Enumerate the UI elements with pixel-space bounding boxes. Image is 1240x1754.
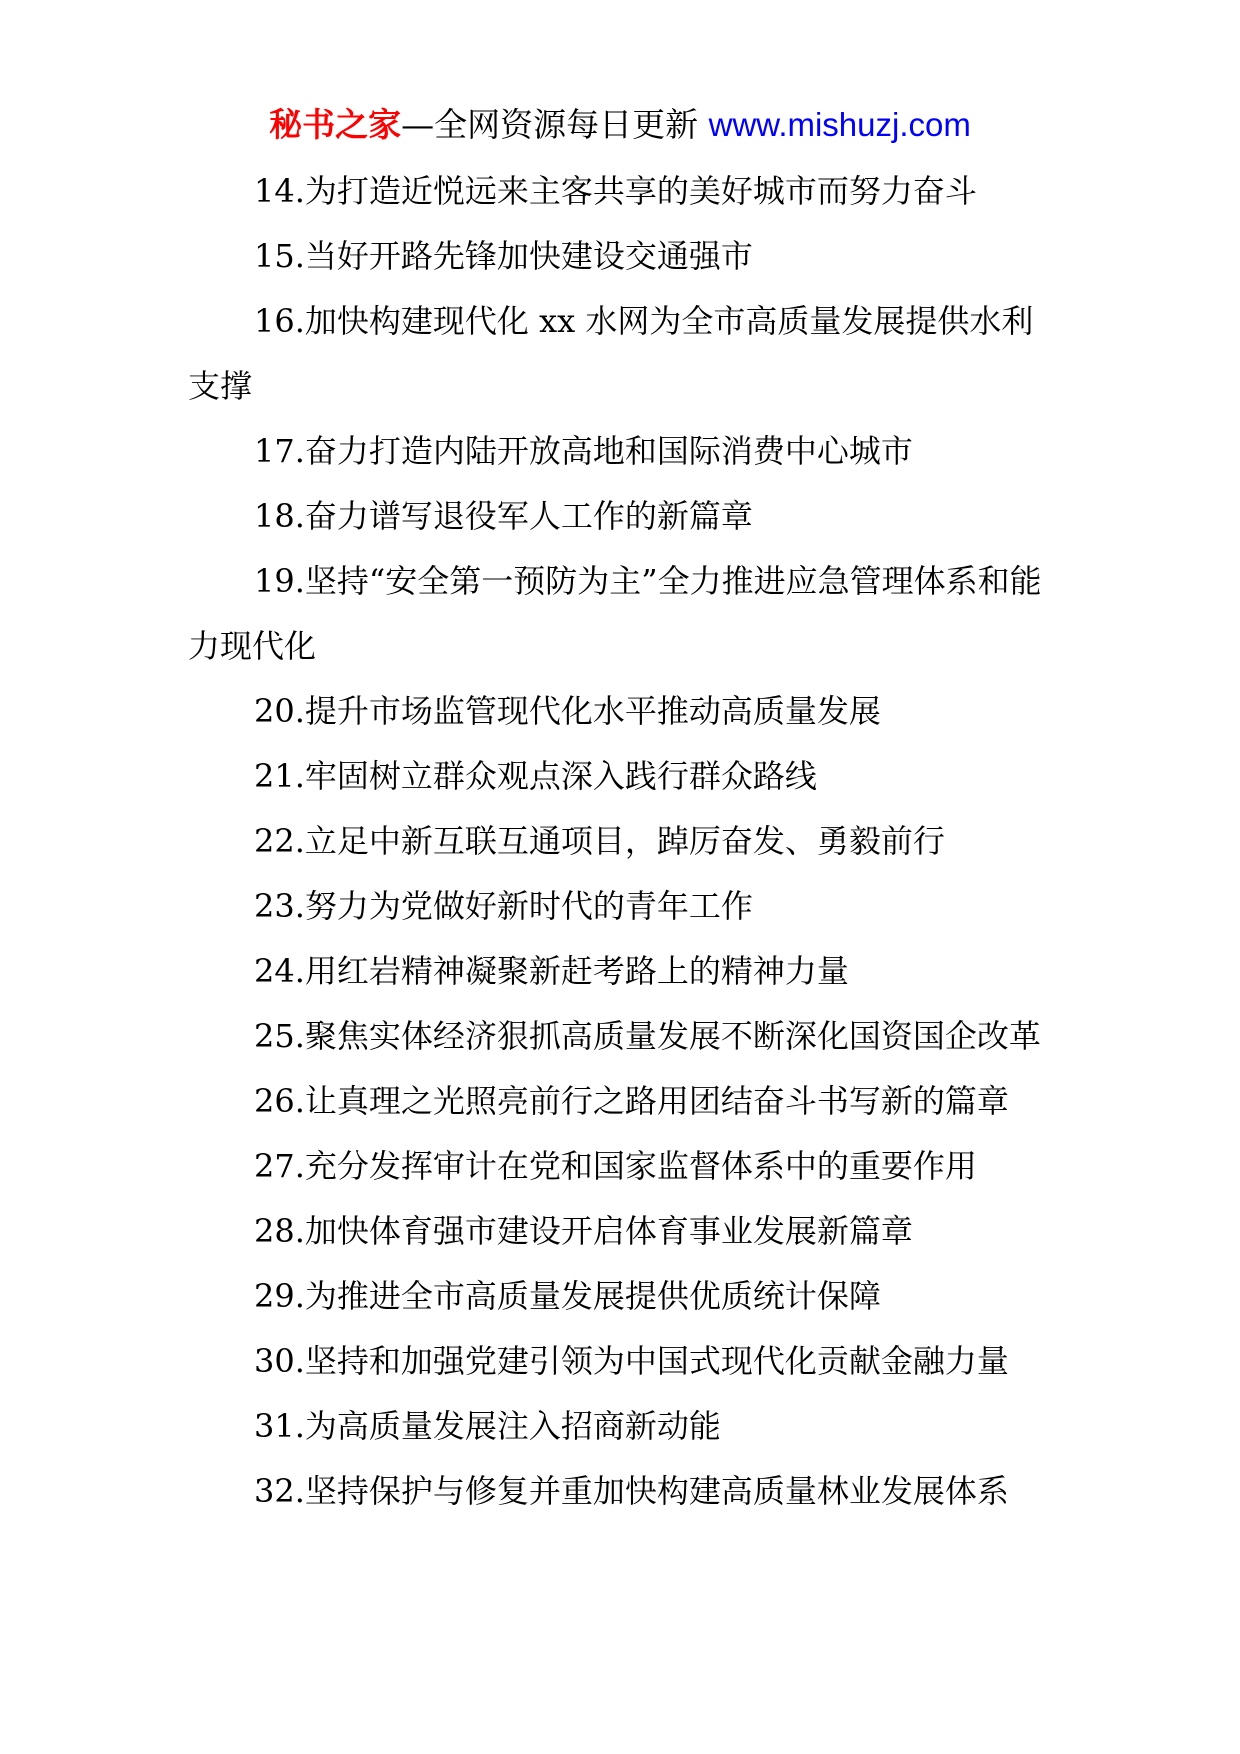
list-item: 25.聚焦实体经济狠抓高质量发展不断深化国资国企改革 xyxy=(254,1017,1041,1055)
site-url: www.mishuzj.com xyxy=(708,106,971,143)
list-item: 21.牢固树立群众观点深入践行群众路线 xyxy=(254,757,817,795)
list-item: 14.为打造近悦远来主客共享的美好城市而努力奋斗 xyxy=(254,172,977,210)
list-item: 19.坚持“安全第一预防为主”全力推进应急管理体系和能力现代化 xyxy=(188,562,1042,665)
list-item: 16.加快构建现代化 xx 水网为全市高质量发展提供水利支撑 xyxy=(188,302,1034,405)
list-item: 29.为推进全市高质量发展提供优质统计保障 xyxy=(254,1277,881,1315)
document-header xyxy=(0,100,1240,150)
list-item: 24.用红岩精神凝聚新赶考路上的精神力量 xyxy=(254,952,849,990)
brand-name: 秘书之家 xyxy=(269,105,402,144)
header-tagline: —全网资源每日更新 xyxy=(401,105,709,144)
list-item: 31.为高质量发展注入招商新动能 xyxy=(254,1407,721,1445)
list-item: 18.奋力谱写退役军人工作的新篇章 xyxy=(254,497,753,535)
list-item: 15.当好开路先锋加快建设交通强市 xyxy=(254,237,753,275)
list-item: 32.坚持保护与修复并重加快构建高质量林业发展体系 xyxy=(254,1472,1009,1510)
list-item: 23.努力为党做好新时代的青年工作 xyxy=(254,887,753,925)
list-item: 30.坚持和加强党建引领为中国式现代化贡献金融力量 xyxy=(254,1342,1009,1380)
document-body xyxy=(188,159,1058,1524)
list-item: 27.充分发挥审计在党和国家监督体系中的重要作用 xyxy=(254,1147,977,1185)
list-item: 17.奋力打造内陆开放高地和国际消费中心城市 xyxy=(254,432,913,470)
list-item: 26.让真理之光照亮前行之路用团结奋斗书写新的篇章 xyxy=(254,1082,1009,1120)
list-item: 28.加快体育强市建设开启体育事业发展新篇章 xyxy=(254,1212,913,1250)
list-item: 22.立足中新互联互通项目，踔厉奋发、勇毅前行 xyxy=(254,822,945,860)
list-item: 20.提升市场监管现代化水平推动高质量发展 xyxy=(254,692,881,730)
